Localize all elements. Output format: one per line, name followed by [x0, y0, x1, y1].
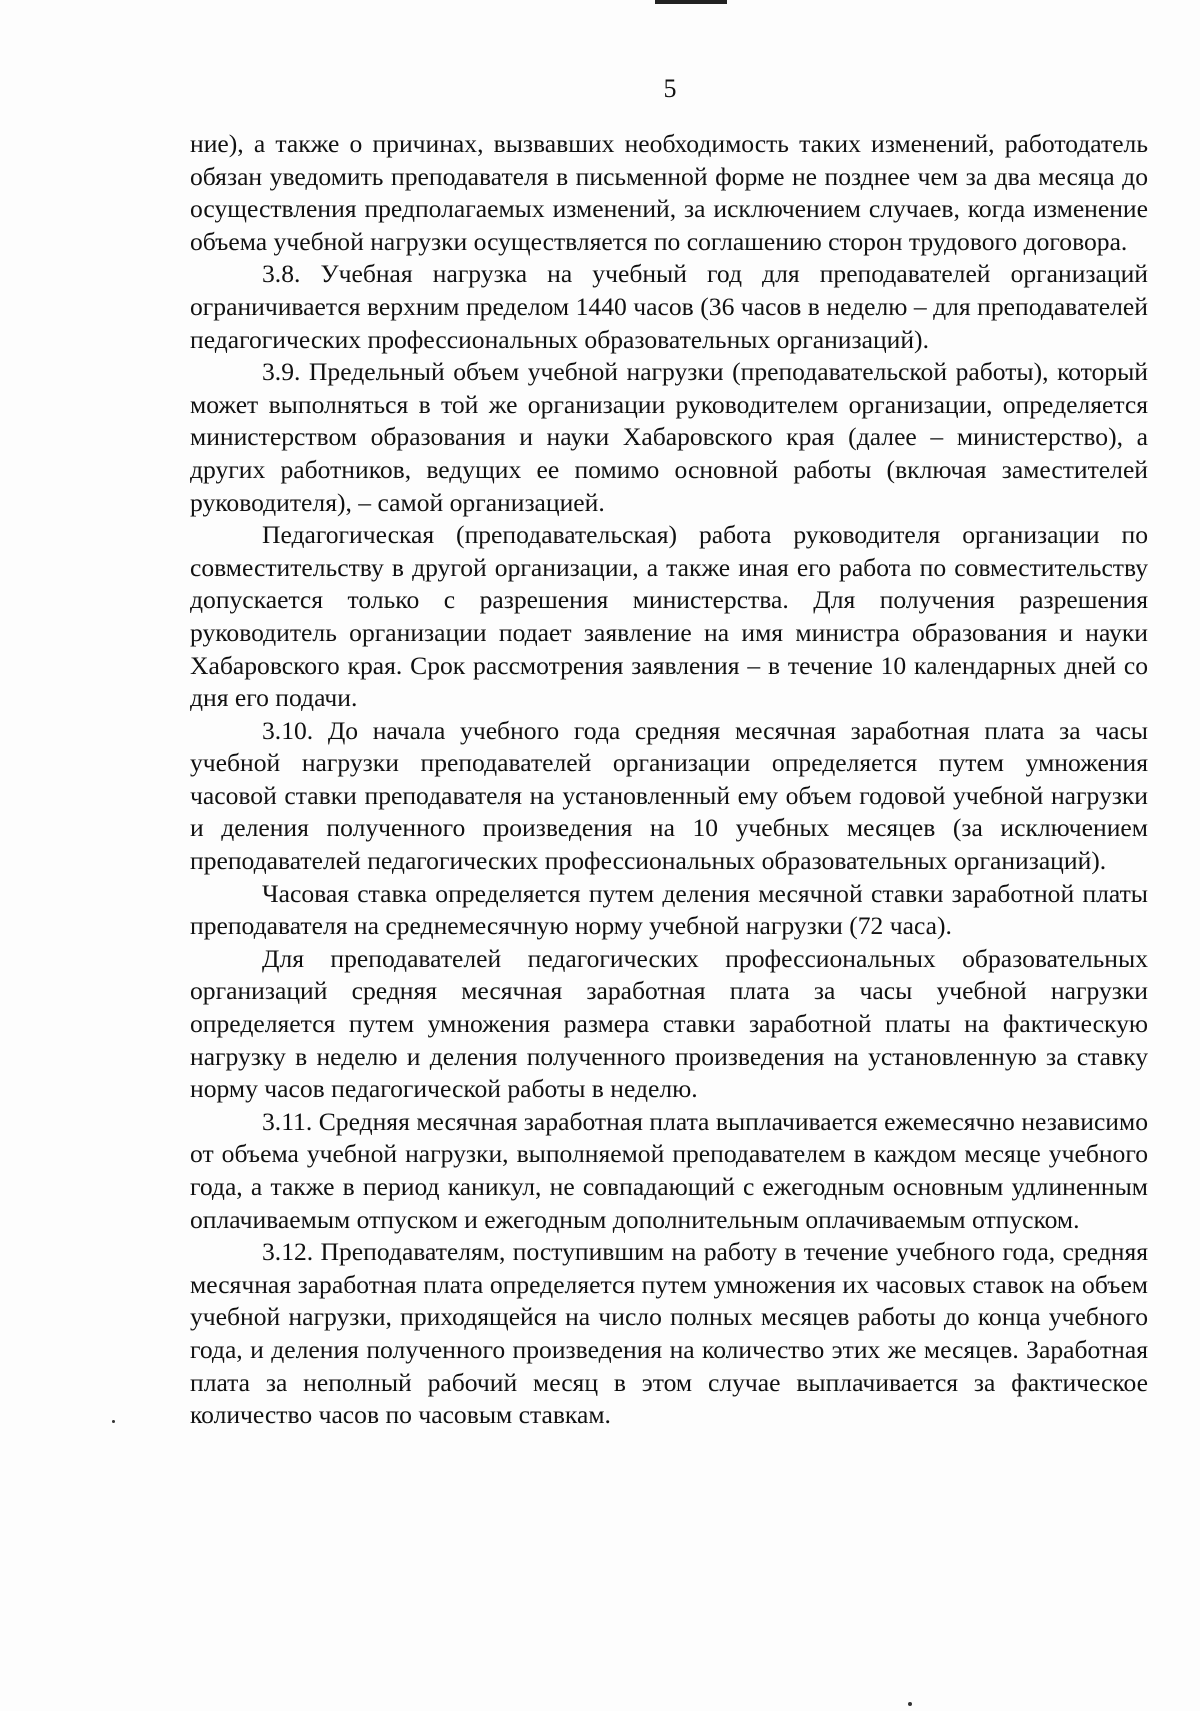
- paragraph-3-12: 3.12. Преподавателям, поступившим на работу в течение учебного года, средняя месячная заработная плата определяется путем умножения их часовых ставок на объем учебной нагрузки, приходящейся на число полных месяцев работы до конца учебного года, и деления полученного произведения на количество этих же месяцев. Заработная плата за неполный рабочий месяц в этом случае выплачивается за фактическое количество часов по часовым ставкам.: [190, 1237, 1148, 1430]
- paragraph-part-time-work: Педагогическая (преподавательская) работа руководителя организации по совместительству в другой организации, а также иная его работа по совместительству допускается только с разрешения министерства. Для получения разрешения руководитель организации подает заявление на имя министра образования и науки Хабаровского края. Срок рассмотрения заявления – в течение 10 календарных дней со дня его подачи.: [190, 520, 1148, 713]
- scan-speck: [908, 1702, 912, 1706]
- page-number: 5: [663, 74, 677, 103]
- paragraph-3-10: 3.10. До начала учебного года средняя месячная заработная плата за часы учебной нагрузки преподавателей организации определяется путем умножения часовой ставки преподавателя на установленный ему объем годовой учебной нагрузки и деления полученного произведения на 10 учебных месяцев (за исключением преподавателей педагогических профессиональных образовательных организаций).: [190, 715, 1148, 876]
- document-body: [190, 128, 1148, 1432]
- paragraph-3-8: 3.8. Учебная нагрузка на учебный год для преподавателей организаций ограничивается верхним пределом 1440 часов (36 часов в неделю – для преподавателей педагогических профессиональных образовательных организаций).: [190, 259, 1148, 354]
- paragraph-continuation: ние), а также о причинах, вызвавших необходимость таких изменений, работодатель обязан уведомить преподавателя в письменной форме не позднее чем за два месяца до осуществления предполагаемых изменений, за исключением случаев, когда изменение объема учебной нагрузки осуществляется по соглашению сторон трудового договора.: [190, 129, 1148, 256]
- paragraph-pedagogical-organizations: Для преподавателей педагогических профессиональных образовательных организаций средняя месячная заработная плата за часы учебной нагрузки определяется путем умножения размера ставки заработной платы на фактическую нагрузку в неделю и деления полученного произведения на установленную за ставку норму часов педагогической работы в неделю.: [190, 943, 1148, 1104]
- scan-speck: [112, 1420, 115, 1423]
- paragraph-3-11: 3.11. Средняя месячная заработная плата выплачивается ежемесячно независимо от объема учебной нагрузки, выполняемой преподавателем в каждом месяце учебного года, а также в период каникул, не совпадающий с ежегодным основным удлиненным оплачиваемым отпуском и ежегодным дополнительным оплачиваемым отпуском.: [190, 1106, 1148, 1234]
- paragraph-hourly-rate: Часовая ставка определяется путем деления месячной ставки заработной платы преподавателя на среднемесячную норму учебной нагрузки (72 часа).: [190, 878, 1148, 941]
- scan-edge-mark: [655, 0, 727, 4]
- paragraph-3-9: 3.9. Предельный объем учебной нагрузки (преподавательской работы), который может выполняться в той же организации руководителем организации, определяется министерством образования и науки Хабаровского края (далее – министерство), а других работников, ведущих ее помимо основной работы (включая заместителей руководителя), – самой организацией.: [190, 357, 1148, 517]
